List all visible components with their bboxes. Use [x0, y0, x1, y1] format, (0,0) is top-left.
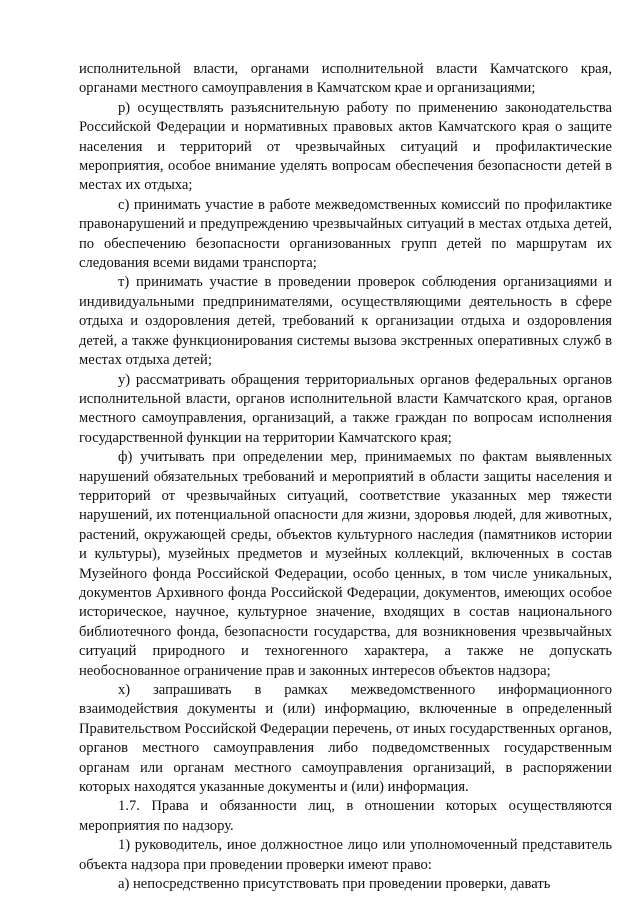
paragraph-item-f: ф) учитывать при определении мер, принимаемых по фактам выявленных нарушений обязательных требований и мероприятий в области защиты населения и территорий от чрезвычайных ситуаций, соответствие указанных мер тяжести нарушений, их потенциальной опасности для жизни, здоровья людей, для животных, растений, окружающей среды, объектов культурного наследия (памятников истории и культуры), музейных предметов и музейных коллекций, включенных в состав Музейного фонда Российской Федерации, особо ценных, в том числе уникальных, документов Архивного фонда Российской Федерации, документов, имеющих особое историческое, научное, культурное значение, входящих в состав национального библиотечного фонда, безопасности государства, для возникновения чрезвычайных ситуаций природного и техногенного характера, а также не допускать необоснованное ограничение прав и законных интересов объектов надзора;: [79, 449, 612, 679]
paragraph-item-1: 1) руководитель, иное должностное лицо или уполномоченный представитель объекта надзора при проведении проверки имеют право:: [79, 837, 612, 873]
paragraph-item-s: с) принимать участие в работе межведомственных комиссий по профилактике правонарушений и предупреждению чрезвычайных ситуаций в местах отдыха детей, по обеспечению безопасности организованных групп детей по маршрутам их следования всеми видами транспорта;: [79, 196, 612, 272]
paragraph-continuation: исполнительной власти, органами исполнительной власти Камчатского края, органами местного самоуправления в Камчатском крае и организациями;: [79, 61, 612, 97]
paragraph-item-kh: х) запрашивать в рамках межведомственного информационного взаимодействия документы и (или) информацию, включенные в определенный Правительством Российской Федерации перечень, от иных государственных органов, органов местного самоуправления либо подведомственных государственным органам или органам местного самоуправления организаций, в распоряжении которых находятся указанные документы и (или) информация.: [79, 682, 612, 796]
document-page: [79, 60, 612, 894]
paragraph-item-t: т) принимать участие в проведении проверок соблюдения организациями и индивидуальными предпринимателями, осуществляющими деятельность в сфере отдыха и оздоровления детей, требований к организации отдыха и оздоровления детей, а также функционирования системы вызова экстренных оперативных служб в местах отдыха детей;: [79, 274, 612, 369]
paragraph-item-a: а) непосредственно присутствовать при проведении проверки, давать: [118, 876, 551, 893]
section-1-7-heading: 1.7. Права и обязанности лиц, в отношении которых осуществляются мероприятия по надзору.: [79, 798, 612, 834]
paragraph-item-r: р) осуществлять разъяснительную работу по применению законодательства Российской Федерации и нормативных правовых актов Камчатского края о защите населения и территорий от чрезвычайных ситуаций и профилактические мероприятия, особое внимание уделять вопросам обеспечения безопасности детей в местах их отдыха;: [79, 99, 612, 194]
paragraph-item-u: у) рассматривать обращения территориальных органов федеральных органов исполнительной власти, органов исполнительной власти Камчатского края, органов местного самоуправления, организаций, а также граждан по вопросам исполнения государственной функции на территории Камчатского края;: [79, 371, 612, 446]
